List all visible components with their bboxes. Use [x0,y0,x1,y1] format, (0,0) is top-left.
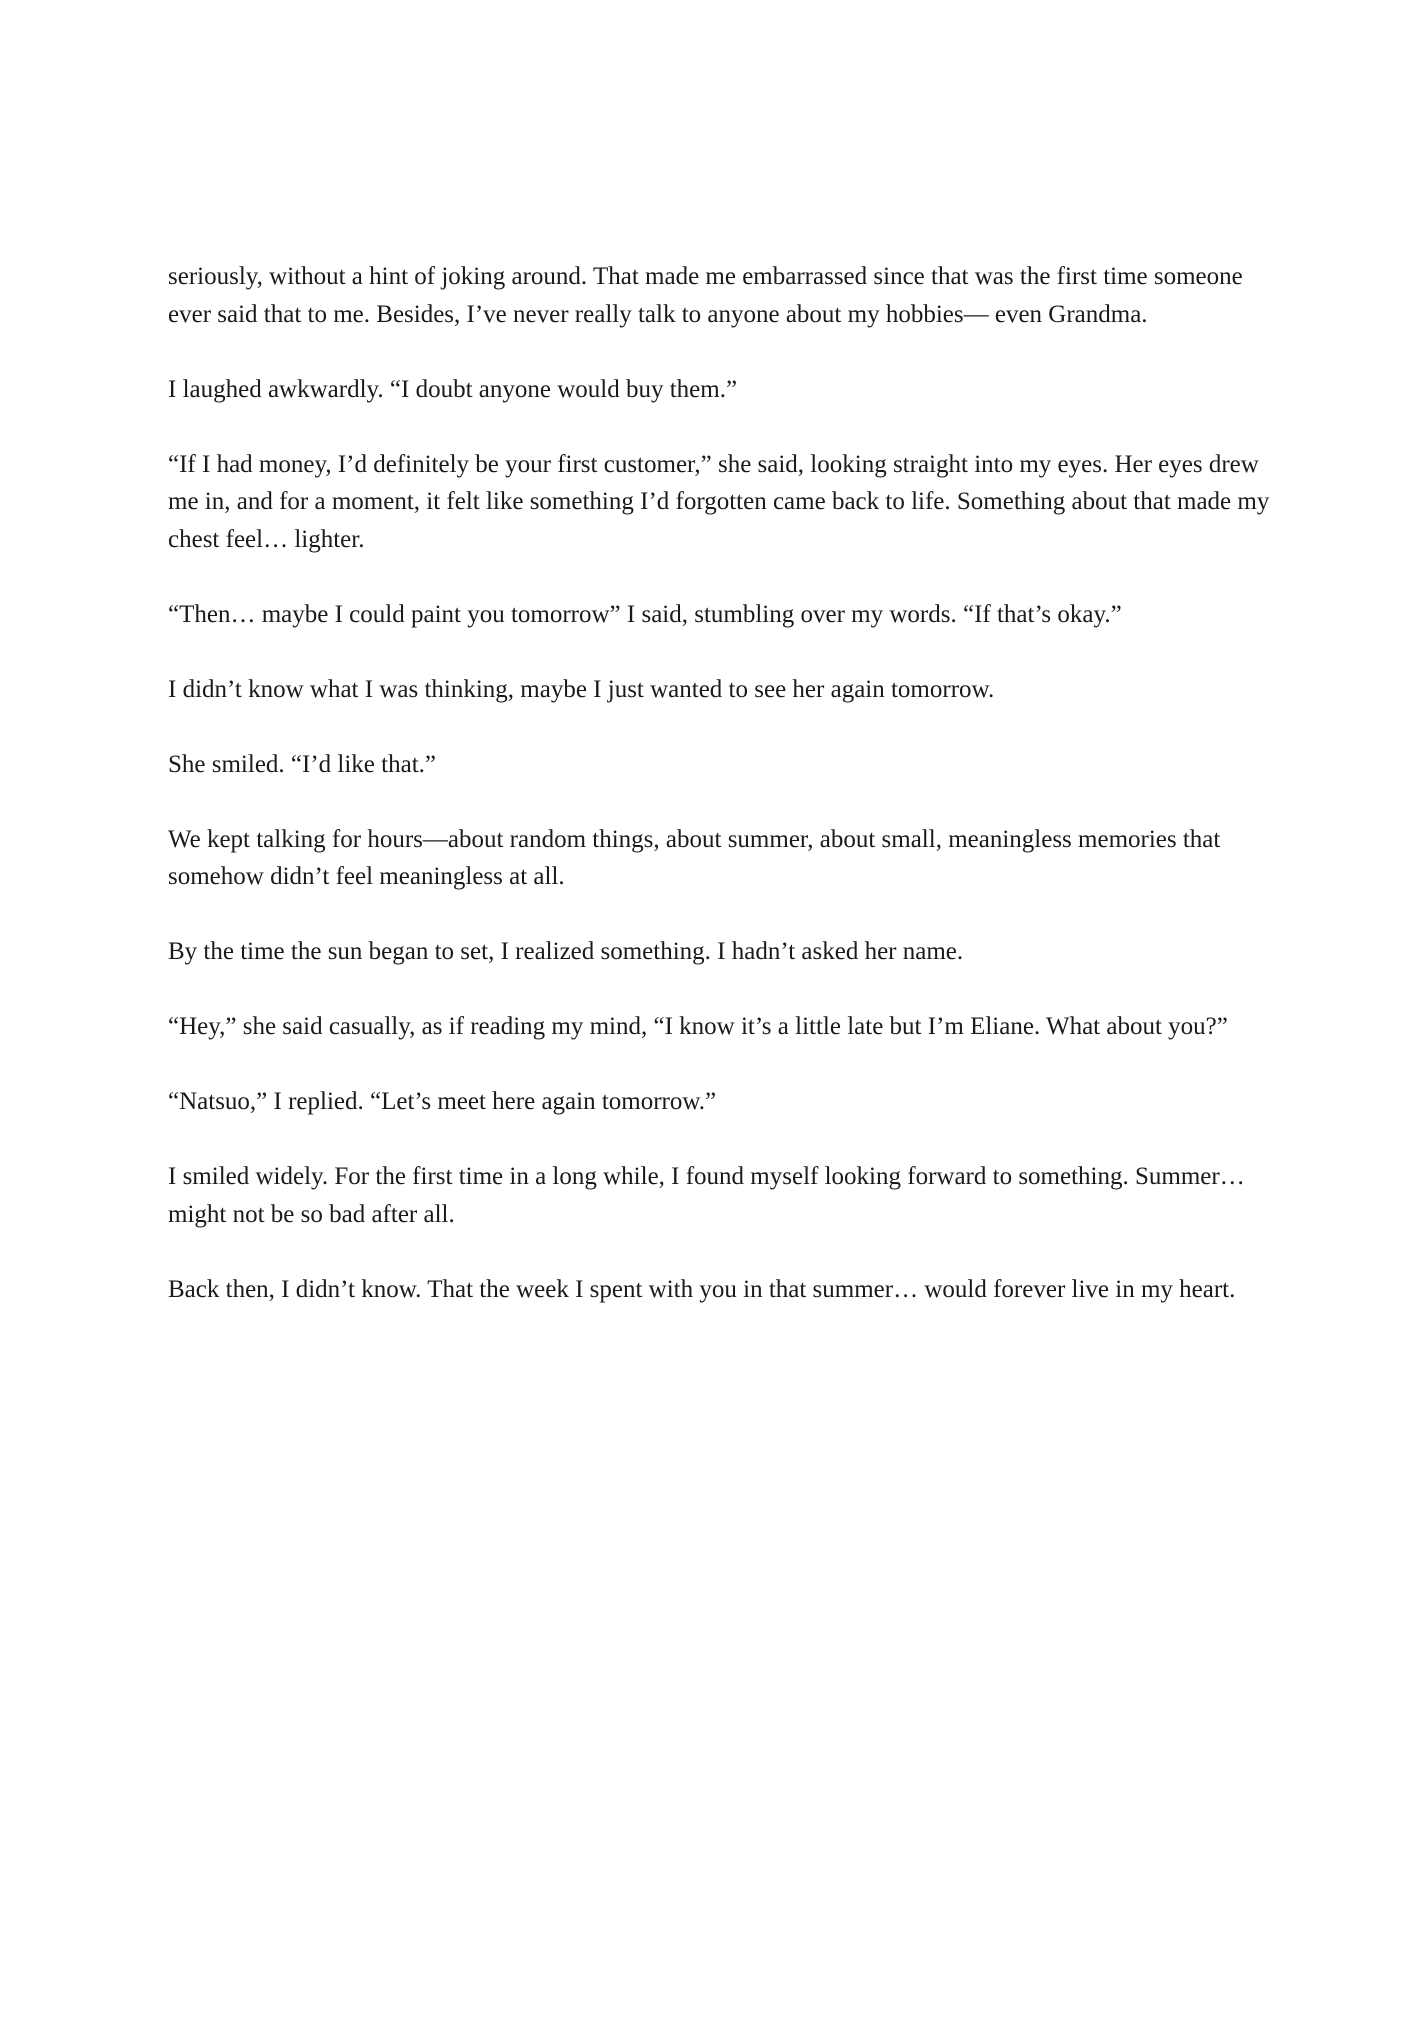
paragraph: “Hey,” she said casually, as if reading my mind, “I know it’s a little late but I’m Eliane. What about you?” [168,1013,1228,1040]
paragraph: “Then… maybe I could paint you tomorrow” I said, stumbling over my words. “If that’s okay.” [168,600,1122,628]
paragraph: I didn’t know what I was thinking, maybe I just wanted to see her again tomorrow. [168,675,995,703]
paragraph: I laughed awkwardly. “I doubt anyone would buy them.” [168,375,738,403]
paragraph: By the time the sun began to set, I realized something. I hadn’t asked her name. [168,938,964,965]
document-body [168,258,1278,1346]
paragraph: We kept talking for hours—about random things, about summer, about small, meaningless memories that somehow didn’t feel meaningless at all. [168,825,1221,890]
paragraph: seriously, without a hint of joking around. That made me embarrassed since that was the first time someone ever said that to me. Besides, I’ve never really talk to anyone about my hobbies— even Grandma. [168,263,1243,328]
paragraph: Back then, I didn’t know. That the week I spent with you in that summer… would forever live in my heart. [168,1275,1236,1303]
paragraph: She smiled. “I’d like that.” [168,750,436,778]
paragraph: “Natsuo,” I replied. “Let’s meet here again tomorrow.” [168,1088,717,1115]
paragraph: I smiled widely. For the first time in a long while, I found myself looking forward to something. Summer…might not be so bad after all. [168,1163,1245,1228]
paragraph: “If I had money, I’d definitely be your first customer,” she said, looking straight into my eyes. Her eyes drew me in, and for a moment, it felt like something I’d forgotten came back to life. Something about that made my chest feel… lighter. [168,450,1270,553]
